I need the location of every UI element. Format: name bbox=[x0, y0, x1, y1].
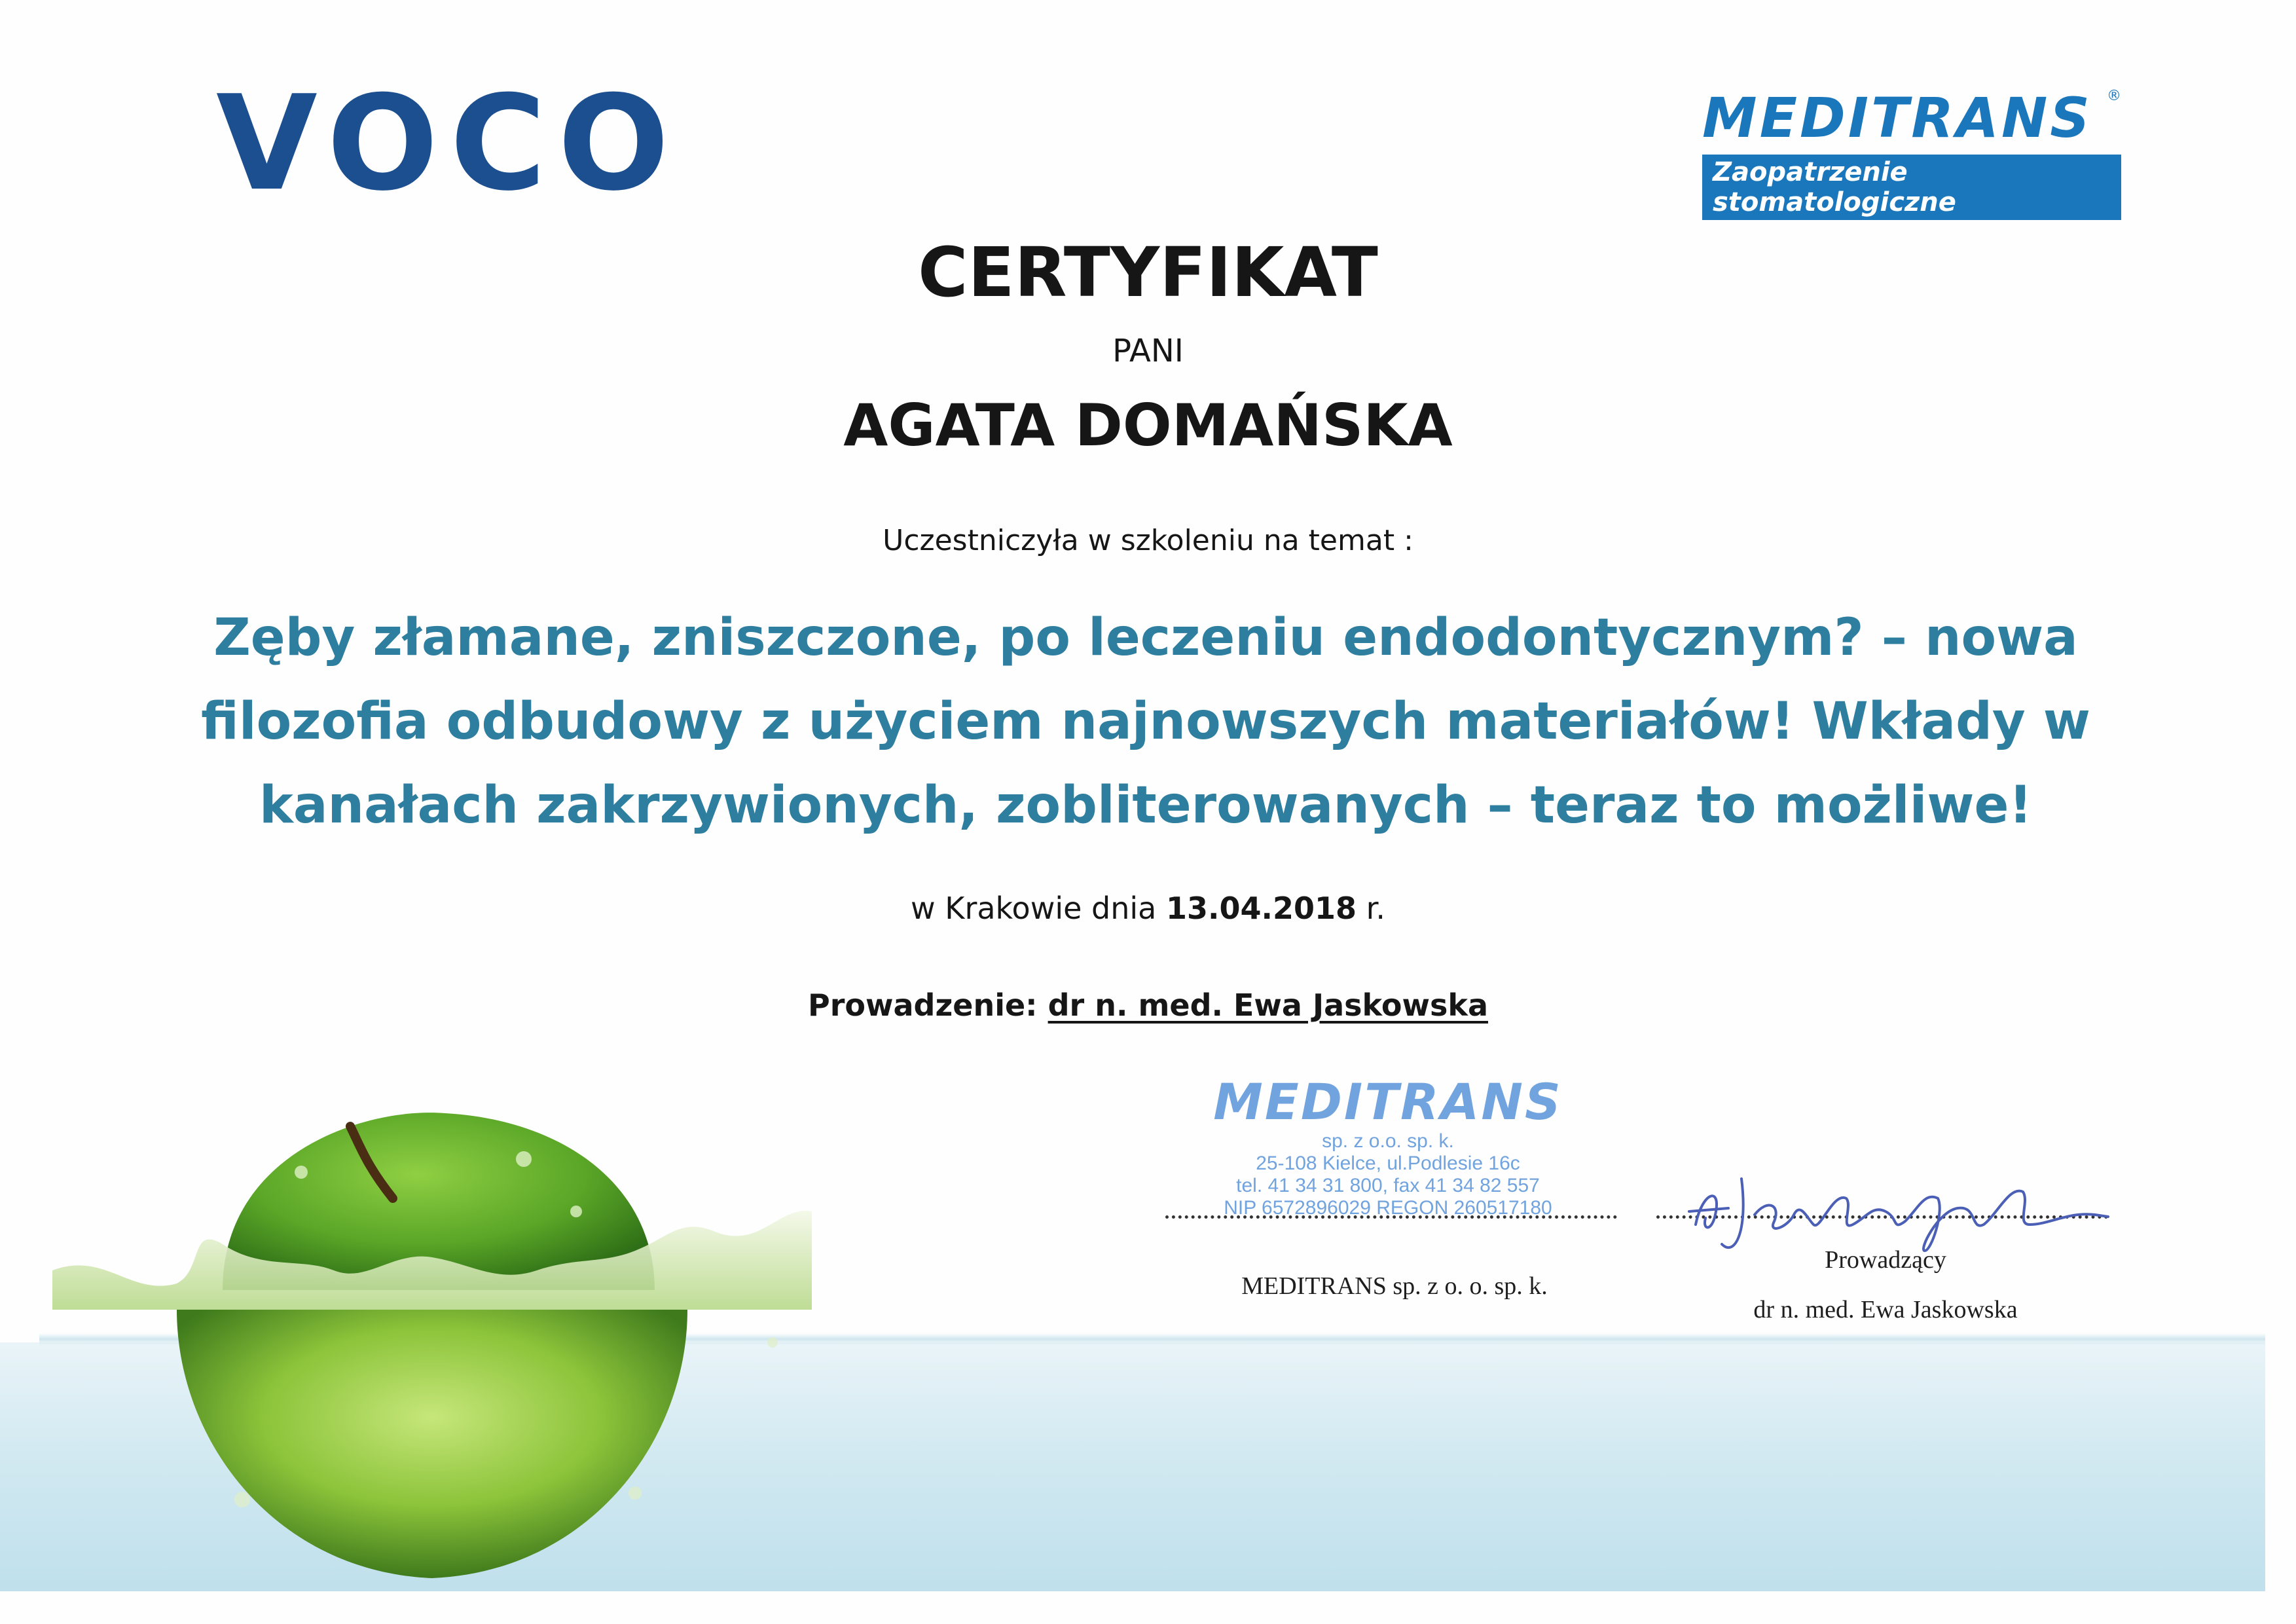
training-topic: Zęby złamane, zniszczone, po leczeniu endodontycznym? – nowa filozofia odbudowy z użyciem najnowszych materiałów! Wkłady w kanałach zakrzywionych, zobliterowanych – teraz to możliwe! bbox=[201, 608, 2090, 835]
lead-name: dr n. med. Ewa Jaskowska bbox=[1048, 987, 1488, 1023]
salutation: PANI bbox=[1112, 333, 1184, 369]
handwritten-signature bbox=[1676, 1153, 2121, 1257]
date-line bbox=[0, 891, 2296, 926]
registered-mark: ® bbox=[2107, 88, 2121, 104]
intro-text: Uczestniczyła w szkoleniu na temat : bbox=[883, 524, 1413, 557]
stamp-line: 25-108 Kielce, ul.Podlesie 16c bbox=[1256, 1153, 1520, 1174]
company-caption: MEDITRANS sp. z o. o. sp. k. bbox=[1241, 1272, 1548, 1300]
stamp-name: MEDITRANS bbox=[1213, 1073, 1563, 1131]
stamp-line: sp. z o.o. sp. k. bbox=[1322, 1130, 1454, 1152]
recipient-name: AGATA DOMAŃSKA bbox=[843, 392, 1453, 459]
voco-logo-text: VOCO bbox=[216, 67, 682, 220]
stamp-line: NIP 6572896029 REGON 260517180 bbox=[1224, 1197, 1552, 1219]
meditrans-logo-text: MEDITRANS bbox=[1702, 86, 2092, 150]
company-signature-line bbox=[1165, 1215, 1617, 1223]
stamp-line: tel. 41 34 31 800, fax 41 34 82 557 bbox=[1236, 1175, 1540, 1196]
certificate-title: CERTYFIKAT bbox=[918, 232, 1378, 312]
meditrans-tagline: Zaopatrzenie stomatologiczne bbox=[1702, 155, 2121, 220]
green-apple-splash-image bbox=[26, 1074, 838, 1598]
leader-caption: dr n. med. Ewa Jaskowska bbox=[1753, 1296, 2018, 1323]
meditrans-logo bbox=[1702, 85, 2121, 217]
company-stamp bbox=[1205, 1074, 1571, 1218]
role-caption: Prowadzący bbox=[1825, 1246, 1946, 1274]
voco-logo bbox=[216, 67, 682, 220]
lead-line bbox=[0, 987, 2296, 1023]
date-value: 13.04.2018 bbox=[1165, 891, 1357, 926]
lead-label: Prowadzenie: bbox=[808, 987, 1038, 1023]
date-suffix: r. bbox=[1366, 891, 1385, 926]
date-prefix: w Krakowie dnia bbox=[911, 891, 1157, 926]
